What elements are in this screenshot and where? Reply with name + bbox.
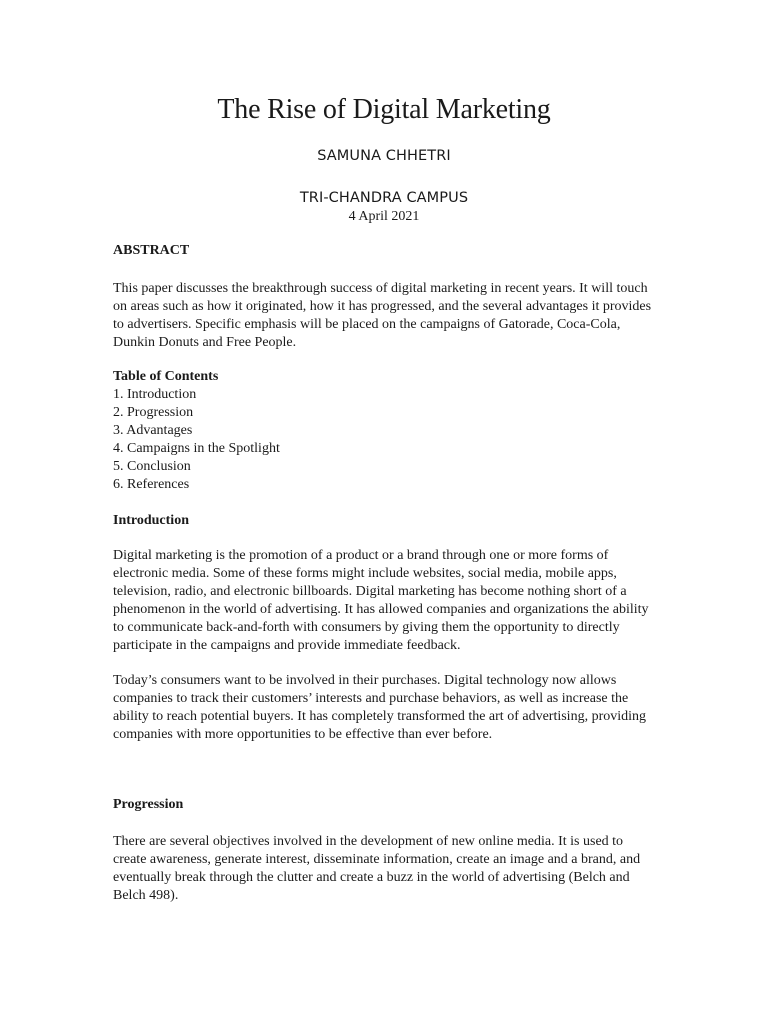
toc-item-campaigns: 4. Campaigns in the Spotlight bbox=[113, 441, 280, 456]
introduction-heading: Introduction bbox=[113, 513, 189, 528]
toc-item-advantages: 3. Advantages bbox=[113, 423, 193, 438]
introduction-paragraph-2: Today’s consumers want to be involved in their purchases. Digital technology now allows companies to track their customers’ interests and purchase behaviors, as well as increase the ability to reach potential buyers. It has completely transformed the art of advertising, providing companies with more opportunities to be effective than ever before. bbox=[113, 673, 647, 742]
table-of-contents bbox=[113, 368, 658, 494]
introduction-paragraph-1: Digital marketing is the promotion of a product or a brand through one or more forms of electronic media. Some of these forms might include websites, social media, mobile apps, television, radio, and electronic billboards. Digital marketing has become nothing short of a phenomenon in the world of advertising. It has allowed companies and organizations the ability to communicate back-and-forth with consumers by giving them the opportunity to directly participate in the campaigns and provide immediate feedback. bbox=[113, 548, 649, 653]
document-date: 4 April 2021 bbox=[348, 209, 420, 224]
progression-heading: Progression bbox=[113, 797, 184, 812]
document-title: The Rise of Digital Marketing bbox=[217, 94, 551, 125]
toc-item-progression: 2. Progression bbox=[113, 405, 194, 420]
progression-paragraph-1: There are several objectives involved in the development of new online media. It is used to create awareness, generate interest, disseminate information, create an image and a brand, and eventually break through the clutter and create a buzz in the world of advertising (Belch and Belch 498). bbox=[113, 834, 641, 903]
toc-heading: Table of Contents bbox=[113, 369, 219, 384]
toc-list bbox=[113, 386, 658, 494]
toc-item-conclusion: 5. Conclusion bbox=[113, 459, 191, 474]
toc-item-references: 6. References bbox=[113, 477, 190, 492]
abstract-heading: ABSTRACT bbox=[113, 243, 190, 258]
institution-name: TRI-CHANDRA CAMPUS bbox=[299, 190, 469, 206]
abstract-text: This paper discusses the breakthrough success of digital marketing in recent years. It will touch on areas such as how it originated, how it has progressed, and the several advantages it provides to advertisers. Specific emphasis will be placed on the campaigns of Gatorade, Coca-Cola, Dunkin Donuts and Free People. bbox=[113, 281, 652, 350]
toc-item-introduction: 1. Introduction bbox=[113, 387, 197, 402]
author-name: SAMUNA CHHETRI bbox=[317, 148, 451, 164]
